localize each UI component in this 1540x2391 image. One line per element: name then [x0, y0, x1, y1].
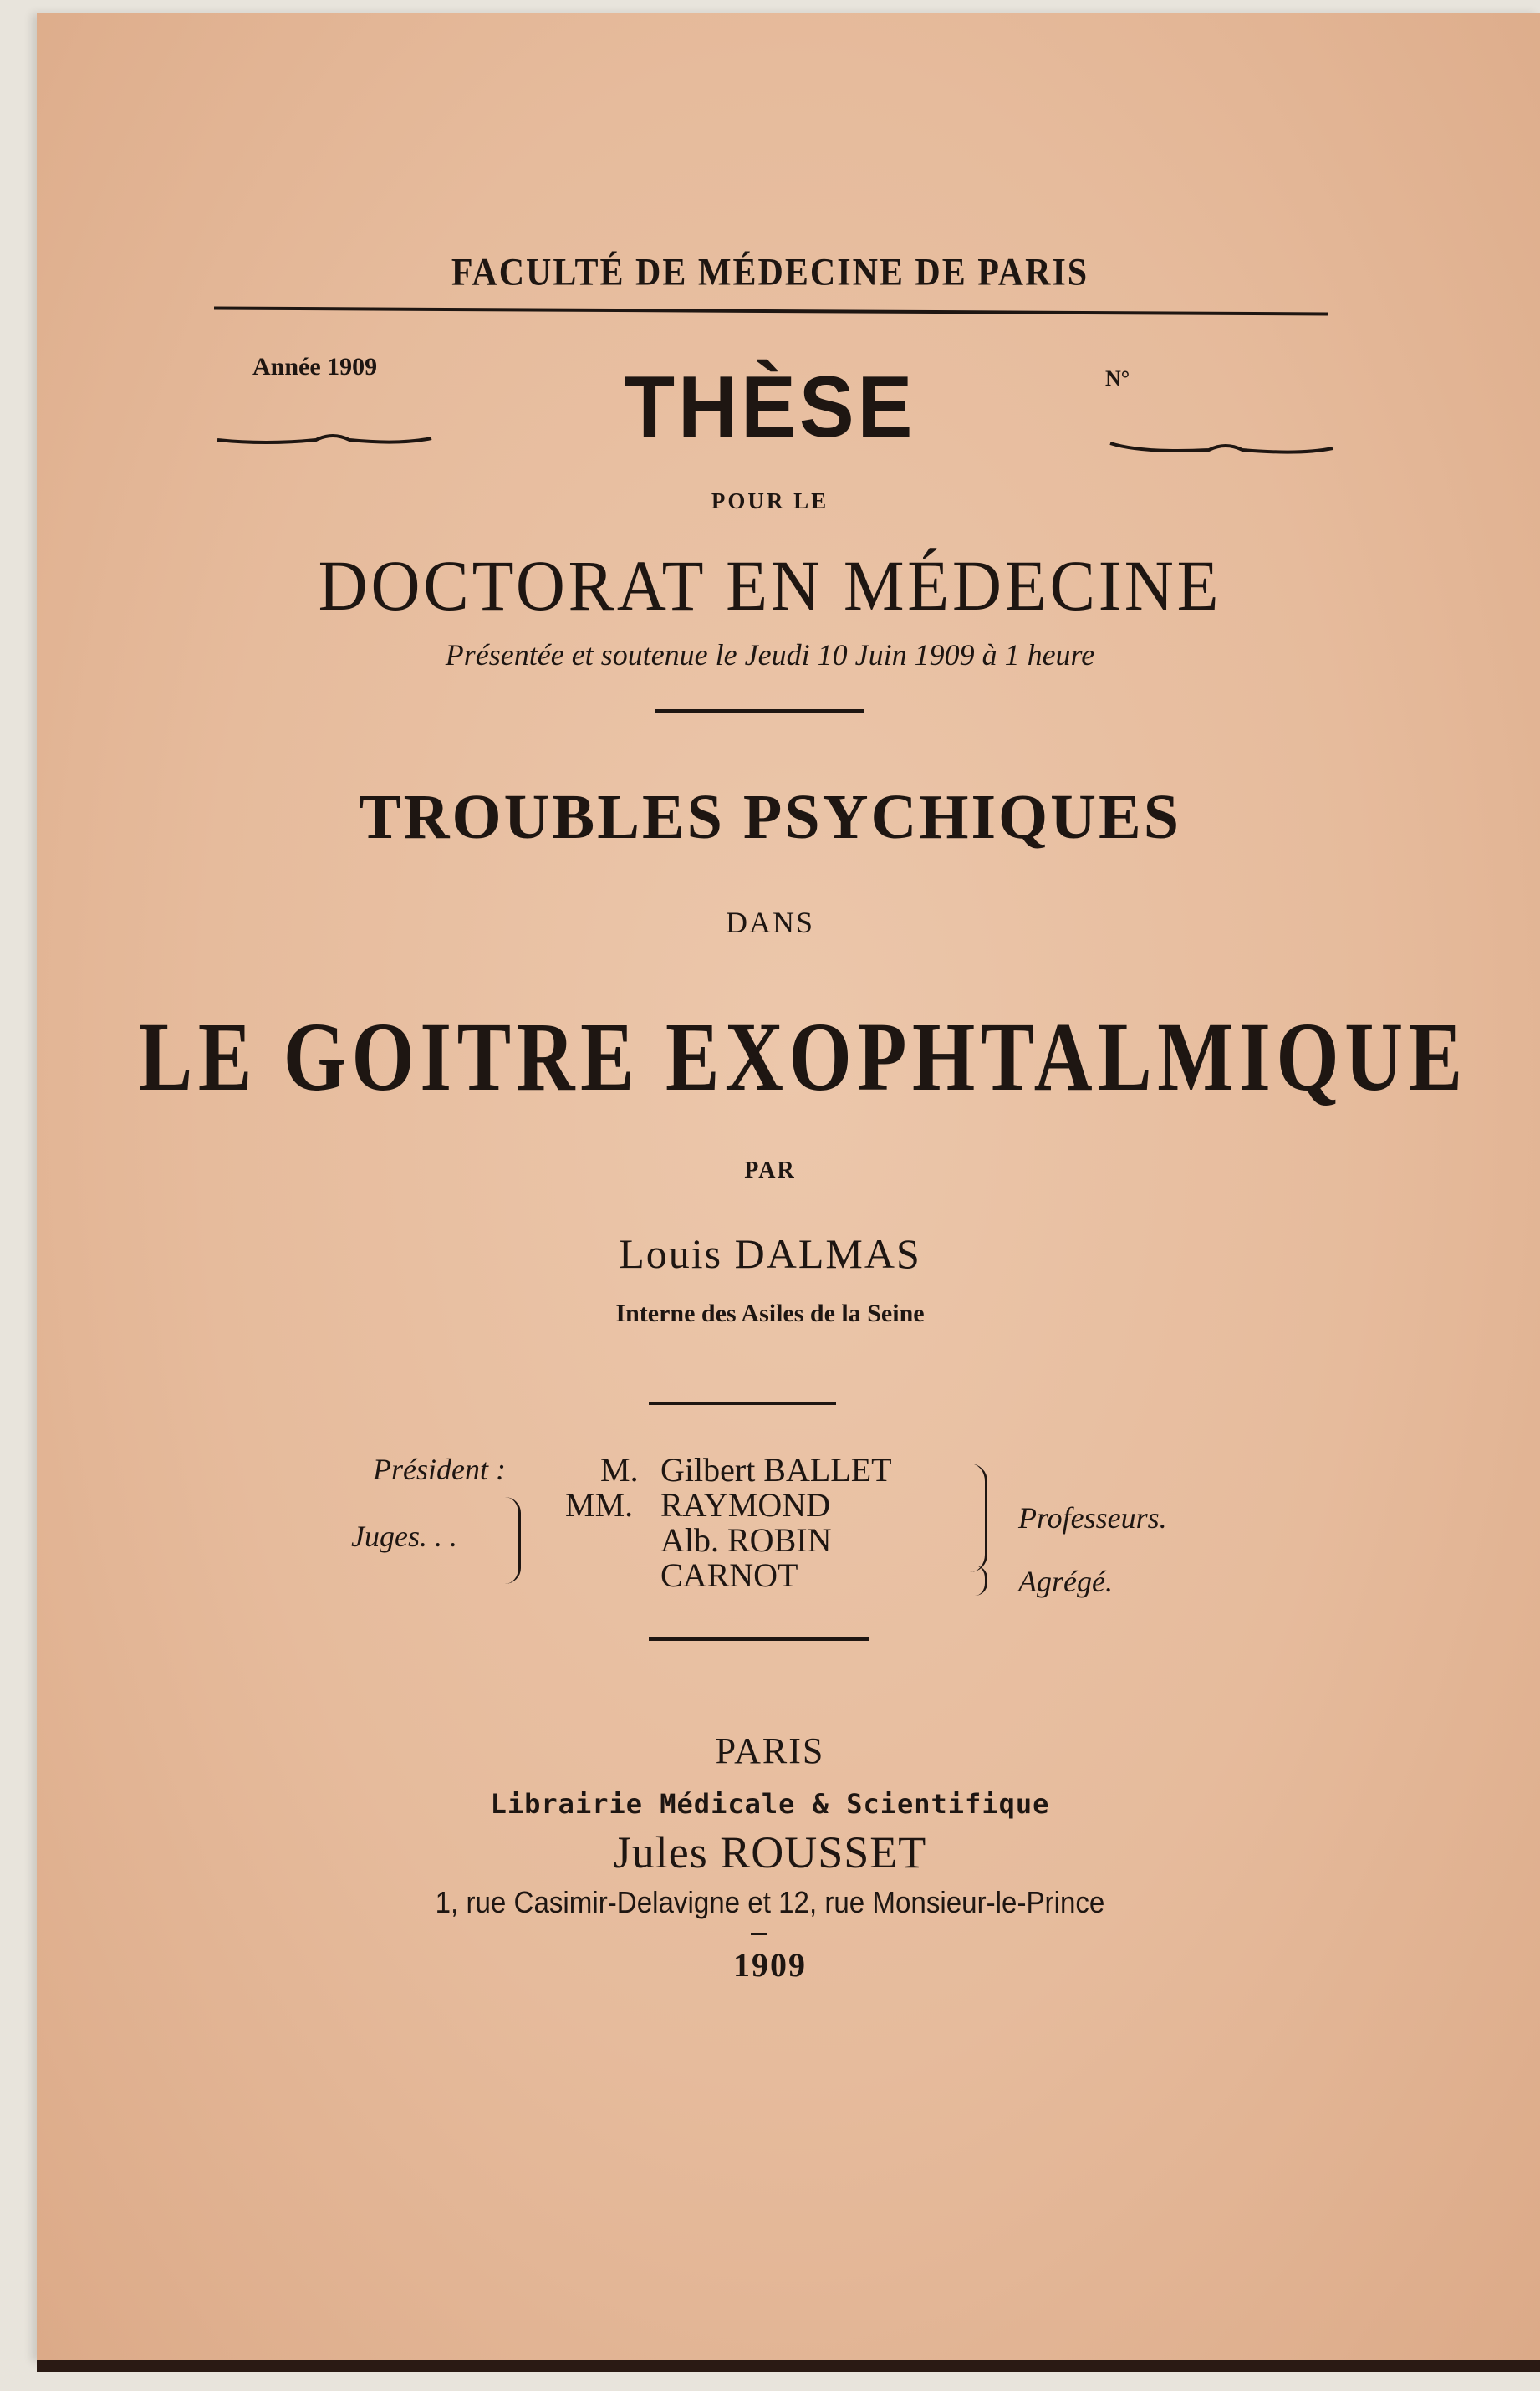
author-affiliation: Interne des Asiles de la Seine	[615, 1300, 925, 1327]
agrege-label: Agrégé.	[1018, 1565, 1113, 1598]
publisher-name: Jules ROUSSET	[613, 1827, 927, 1878]
by-text: PAR	[744, 1157, 796, 1183]
jury-prefix-1: M.	[600, 1451, 639, 1489]
divider-rule	[655, 709, 864, 713]
publisher-house: Librairie Médicale & Scientifique	[490, 1788, 1050, 1820]
ornament-right	[1109, 438, 1334, 458]
number-label: N°	[1105, 366, 1130, 391]
jury-member-2: RAYMOND	[660, 1486, 831, 1524]
thesis-heading: THÈSE	[624, 359, 916, 456]
jury-member-3: Alb. ROBIN	[660, 1521, 832, 1559]
publisher-address: 1, rue Casimir-Delavigne et 12, rue Monsieur-le-Prince	[435, 1885, 1105, 1919]
year-label: Année 1909	[252, 353, 378, 381]
thesis-title-line2: LE GOITRE EXOPHTALMIQUE	[138, 1002, 1468, 1111]
dash-rule	[751, 1933, 767, 1935]
faculty-heading: FACULTÉ DE MÉDECINE DE PARIS	[451, 251, 1089, 294]
jury-member-1: Gilbert BALLET	[660, 1451, 892, 1489]
pour-le-text: POUR LE	[711, 488, 829, 513]
thesis-title-line1: TROUBLES PSYCHIQUES	[358, 782, 1182, 852]
page-edge	[37, 2360, 1540, 2372]
jury-member-4: CARNOT	[660, 1556, 798, 1594]
divider-rule-3	[649, 1637, 869, 1641]
thesis-title-connector: DANS	[725, 906, 814, 939]
professors-brace	[970, 1464, 987, 1572]
author-name: Louis DALMAS	[619, 1230, 921, 1277]
publisher-city: PARIS	[715, 1730, 825, 1771]
president-label: Président :	[373, 1453, 506, 1486]
publication-year: 1909	[733, 1946, 807, 1984]
presentation-date: Présentée et soutenue le Jeudi 10 Juin 1909 à 1 heure	[445, 638, 1095, 672]
professors-label: Professeurs.	[1018, 1501, 1167, 1535]
jury-prefix-2: MM.	[565, 1486, 634, 1524]
divider-rule-2	[649, 1402, 836, 1405]
degree-heading: DOCTORAT EN MÉDECINE	[318, 545, 1222, 626]
judges-label: Juges. . .	[351, 1520, 457, 1553]
judges-brace	[505, 1497, 521, 1584]
